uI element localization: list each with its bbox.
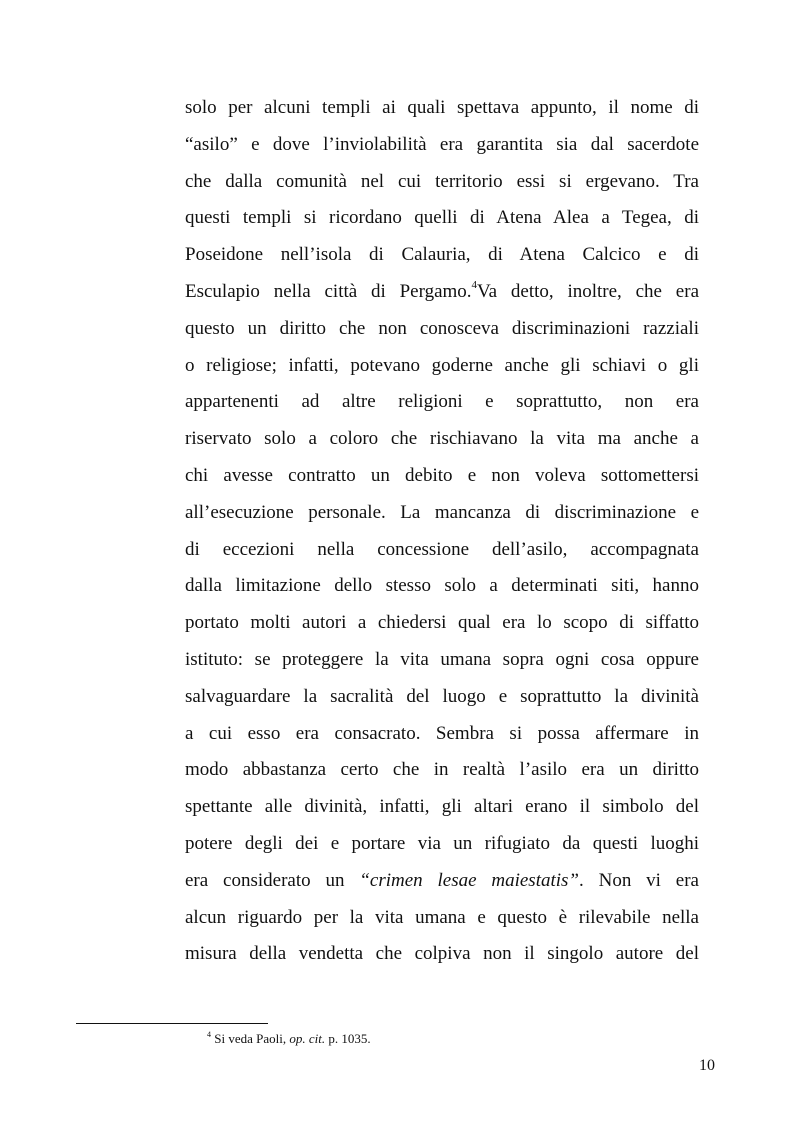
text-line: all’esecuzione personale. La mancanza di discriminazione e	[185, 501, 699, 523]
text-line: alcun riguardo per la vita umana e questo è rilevabile nella	[185, 906, 699, 928]
text-line: questo un diritto che non conosceva discriminazioni razziali	[185, 317, 699, 339]
text-segment: era considerato un	[185, 869, 360, 891]
text-line: portato molti autori a chiedersi qual era lo scopo di siffatto	[185, 612, 699, 634]
footnote-text: p. 1035.	[325, 1031, 371, 1046]
text-segment: . Non vi era	[579, 869, 699, 891]
text-line: “asilo” e dove l’inviolabilità era garantita sia dal sacerdote	[185, 133, 699, 155]
footnote-marker: 4	[207, 1030, 211, 1039]
text-line: misura della vendetta che colpiva non il singolo autore del	[185, 943, 699, 965]
text-line: modo abbastanza certo che in realtà l’asilo era un diritto	[185, 759, 699, 781]
text-line: a cui esso era consacrato. Sembra si possa affermare in	[185, 722, 699, 744]
italic-quotation: “crimen lesae maiestatis”	[359, 869, 579, 891]
text-line	[185, 863, 699, 900]
text-line: istituto: se proteggere la vita umana sopra ogni cosa oppure	[185, 648, 699, 670]
text-line: chi avesse contratto un debito e non voleva sottomettersi	[185, 464, 699, 486]
footnote-italic: op. cit.	[289, 1031, 326, 1046]
text-segment: Esculapio nella città di Pergamo.	[185, 280, 472, 302]
text-line: o religiose; infatti, potevano goderne anche gli schiavi o gli	[185, 354, 699, 376]
text-line: di eccezioni nella concessione dell’asilo, accompagnata	[185, 538, 699, 560]
text-line: che dalla comunità nel cui territorio essi si ergevano. Tra	[185, 170, 699, 192]
text-segment: Va detto, inoltre, che era	[477, 280, 699, 302]
text-line: salvaguardare la sacralità del luogo e soprattutto la divinità	[185, 685, 699, 707]
text-line: appartenenti ad altre religioni e soprattutto, non era	[185, 391, 699, 413]
text-line: Poseidone nell’isola di Calauria, di Atena Calcico e di	[185, 244, 699, 266]
body-text	[185, 90, 699, 973]
footnote	[207, 1030, 371, 1048]
footnote-text: Si veda Paoli,	[211, 1031, 290, 1046]
text-line: solo per alcuni templi ai quali spettava appunto, il nome di	[185, 97, 699, 118]
text-line: spettante alle divinità, infatti, gli altari erano il simbolo del	[185, 796, 699, 818]
text-line: potere degli dei e portare via un rifugiato da questi luoghi	[185, 832, 699, 854]
page-number: 10	[699, 1057, 715, 1074]
text-line: questi templi si ricordano quelli di Atena Alea a Tegea, di	[185, 207, 699, 229]
text-line	[185, 274, 699, 311]
footnote-reference[interactable]: 4	[471, 278, 478, 291]
text-line: dalla limitazione dello stesso solo a determinati siti, hanno	[185, 575, 699, 597]
text-line: riservato solo a coloro che rischiavano la vita ma anche a	[185, 428, 699, 450]
footnote-separator	[76, 1023, 268, 1024]
